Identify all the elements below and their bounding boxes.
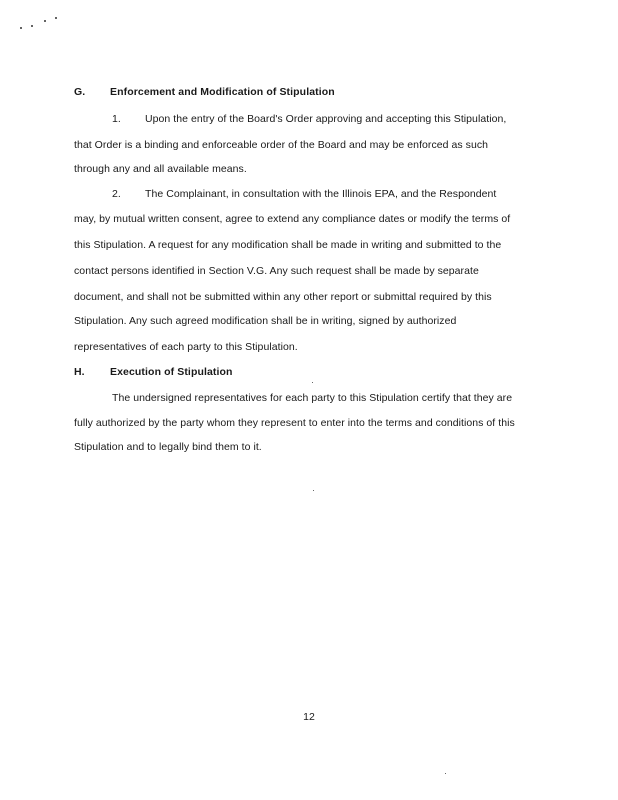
para-2-line: this Stipulation. A request for any modification shall be made in writing and submitted to the	[74, 239, 502, 251]
para-2-line: representatives of each party to this Stipulation.	[74, 341, 298, 353]
para-1-text: Upon the entry of the Board's Order approving and accepting this Stipulation,	[145, 113, 507, 125]
para-1-line	[112, 113, 506, 125]
section-h-letter: H.	[74, 366, 85, 378]
scan-speck	[55, 17, 57, 19]
para-2-line: may, by mutual written consent, agree to extend any compliance dates or modify the terms of	[74, 213, 511, 225]
para-2-line: contact persons identified in Section V.G. Any such request shall be made by separate	[74, 265, 479, 277]
scan-speck	[44, 20, 46, 22]
section-h-line: The undersigned representatives for each party to this Stipulation certify that they are	[112, 392, 513, 404]
page-number: 12	[303, 711, 315, 723]
scan-speck	[312, 382, 313, 383]
section-h-line: Stipulation and to legally bind them to it.	[74, 441, 262, 453]
section-h-title: Execution of Stipulation	[110, 366, 233, 378]
scan-speck	[445, 773, 446, 774]
scan-speck	[20, 27, 22, 29]
para-1-line: through any and all available means.	[74, 163, 247, 175]
scan-speck	[313, 490, 314, 491]
section-h-heading	[74, 366, 233, 378]
section-g-letter: G.	[74, 86, 86, 98]
para-1-number: 1.	[112, 113, 121, 125]
scan-speck	[31, 25, 33, 27]
section-h-line: fully authorized by the party whom they represent to enter into the terms and conditions of this	[74, 417, 515, 429]
para-2-text: The Complainant, in consultation with the Illinois EPA, and the Respondent	[145, 188, 497, 200]
section-g-heading	[74, 86, 335, 98]
para-1-line: that Order is a binding and enforceable order of the Board and may be enforced as such	[74, 139, 489, 151]
para-2-number: 2.	[112, 188, 121, 200]
section-g-title: Enforcement and Modification of Stipulation	[110, 86, 335, 98]
para-2-line: Stipulation. Any such agreed modification shall be in writing, signed by authorized	[74, 315, 457, 327]
para-2-line	[112, 188, 496, 200]
para-2-line: document, and shall not be submitted within any other report or submittal required by this	[74, 291, 492, 303]
